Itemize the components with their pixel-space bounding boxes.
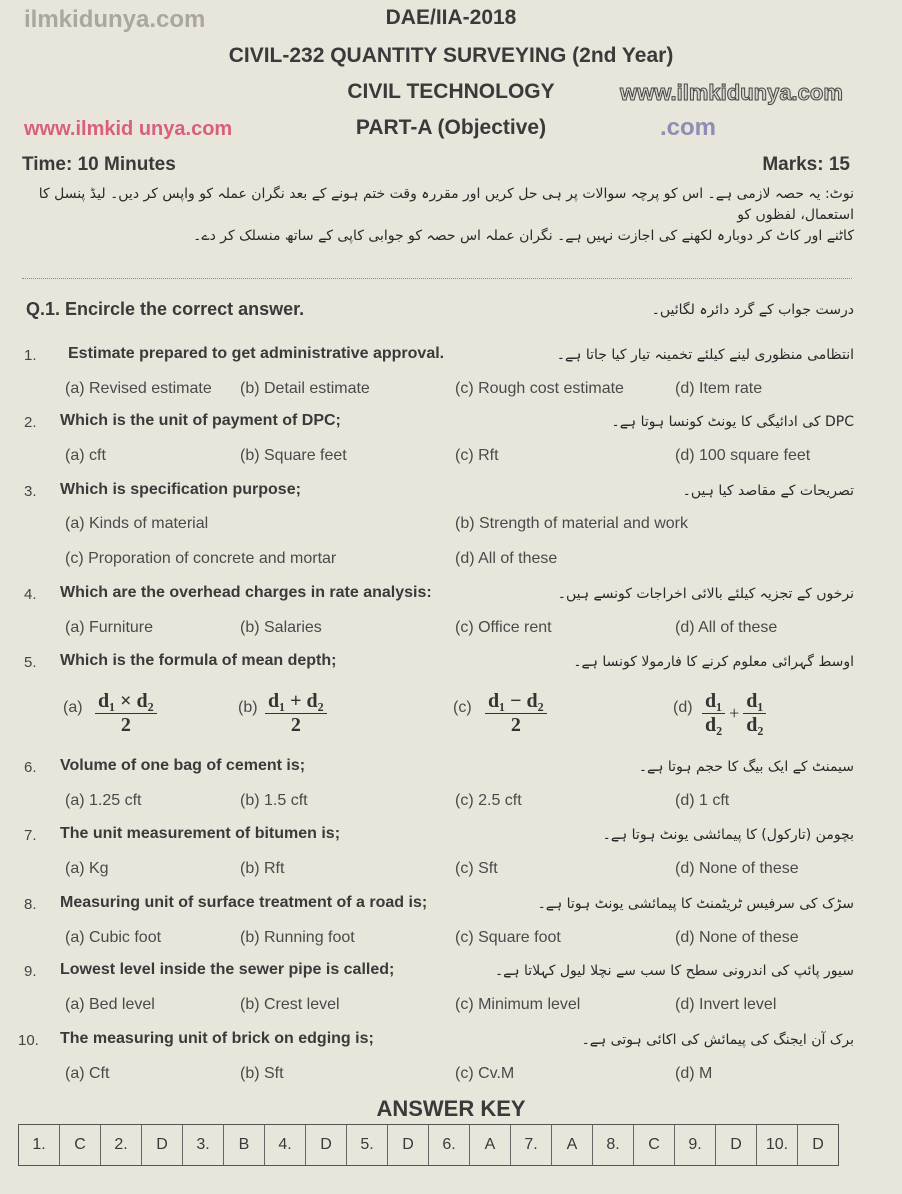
answer-key-answer: D [142,1125,183,1165]
option-d: (d) Item rate [675,380,763,397]
question-urdu: بچومن (تارکول) کا پیمائشی یونٹ ہوتا ہے۔ [602,827,854,843]
formula-d-numerator-1: d₁ [702,690,725,714]
question-number: 8. [24,896,37,913]
marks-label: Marks: 15 [762,154,850,175]
option-a: (a) cft [65,447,106,464]
option-c: (c) Rough cost estimate [455,380,624,397]
technology-title: CIVIL TECHNOLOGY [347,80,555,103]
formula-b-denominator: 2 [290,714,301,736]
answer-key-question: 10. [757,1125,798,1165]
option-d: (d) Invert level [675,996,777,1013]
formula-d-denominator-1: d₂ [705,714,723,736]
formula-a [95,690,157,737]
option-b: (b) Strength of material and work [455,515,688,532]
watermark: ilmkidunya.com [24,6,206,33]
exam-code: DAE/IIA-2018 [385,6,517,29]
question-urdu: نرخوں کے تجزیہ کیلئے بالائی اخراجات کونسے ہیں۔ [557,586,854,602]
answer-key-answer: A [470,1125,511,1165]
formula-d [702,690,766,737]
option-b: (b) Sft [240,1065,284,1082]
question-number: 7. [24,827,37,844]
note-urdu [22,184,854,247]
question-number: 6. [24,759,37,776]
answer-key-answer: C [634,1125,675,1165]
question-number: 4. [24,586,37,603]
time-label: Time: 10 Minutes [22,154,176,175]
option-d: (d) 1 cft [675,792,730,809]
option-c: (c) [453,699,472,716]
option-a: (a) 1.25 cft [65,792,142,809]
question-text: Which are the overhead charges in rate analysis: [60,584,432,601]
option-b: (b) Running foot [240,929,355,946]
answer-key-question: 9. [675,1125,716,1165]
formula-d-plus: + [729,703,740,723]
question-text: Volume of one bag of cement is; [60,757,306,774]
option-d: (d) 100 square feet [675,447,811,464]
option-a: (a) Cubic foot [65,929,162,946]
answer-key-answer: D [306,1125,347,1165]
option-c: (c) Square foot [455,929,561,946]
answer-key-answer: C [60,1125,101,1165]
option-a: (a) [63,699,83,716]
option-c: (c) Sft [455,860,498,877]
answer-key-answer: D [716,1125,757,1165]
option-d: (d) None of these [675,860,799,877]
question-urdu: سیمنٹ کے ایک بیگ کا حجم ہوتا ہے۔ [638,759,854,775]
note-urdu-line-1: نوٹ: یہ حصہ لازمی ہے۔ اس کو پرچہ سوالات پر ہی حل کریں اور مقررہ وقت ختم ہونے کے بعد نگران عملہ کو واپس کر دیں۔ لیڈ پنسل کا استعمال، لفظوں کو [38,186,854,223]
option-c: (c) Cv.M [455,1065,515,1082]
option-a: (a) Revised estimate [65,380,212,397]
section-title: Q.1. Encircle the correct answer. [26,299,305,319]
question-number: 1. [24,347,37,364]
answer-key-answer: D [812,1136,824,1153]
answer-key-question: 6. [429,1125,470,1165]
question-urdu: سڑک کی سرفیس ٹریٹمنٹ کا پیمائشی یونٹ ہوتا ہے۔ [537,896,854,912]
divider [22,278,852,279]
option-a: (a) Bed level [65,996,155,1013]
question-urdu: اوسط گہرائی معلوم کرنے کا فارمولا کونسا ہے۔ [573,654,854,670]
question-number: 10. [18,1032,39,1049]
answer-key-answer: A [552,1125,593,1165]
answer-key-question: 7. [511,1125,552,1165]
question-text: Estimate prepared to get administrative approval. [68,345,445,362]
note-urdu-line-2: کاٹنے اور کاٹ کر دوبارہ لکھنے کی اجازت نہیں ہے۔ نگران عملہ اس حصہ کو جوابی کاپی کے ساتھ منسلک کر دے۔ [193,228,854,244]
formula-c [485,690,547,737]
option-b: (b) [238,699,258,716]
answer-key-question: 1. [19,1125,60,1165]
answer-key-question: 2. [101,1125,142,1165]
question-urdu: DPC کی ادائیگی کا یونٹ کونسا ہوتا ہے۔ [611,414,854,430]
option-d: (d) [673,699,693,716]
option-c: (c) Office rent [455,619,552,636]
question-number: 9. [24,963,37,980]
option-c: (c) Proporation of concrete and mortar [65,550,337,567]
answer-key-answer: D [388,1125,429,1165]
question-number: 2. [24,414,37,431]
question-text: Which is the formula of mean depth; [60,652,337,669]
watermark-blue: .com [660,114,717,141]
question-text: The measuring unit of brick on edging is; [60,1030,374,1047]
option-c: (c) Minimum level [455,996,581,1013]
option-b: (b) Salaries [240,619,322,636]
option-c: (c) 2.5 cft [455,792,522,809]
formula-c-denominator: 2 [510,714,521,736]
formula-a-numerator: d₁ × d₂ [95,690,157,714]
course-title: CIVIL-232 QUANTITY SURVEYING (2nd Year) [228,44,674,67]
question-urdu: سیور پائپ کی اندرونی سطح کا سب سے نچلا لیول کہلاتا ہے۔ [494,963,854,979]
question-text: Which is the unit of payment of DPC; [60,412,341,429]
option-b: (b) 1.5 cft [240,792,308,809]
question-urdu: تصریحات کے مقاصد کیا ہیں۔ [682,483,854,499]
option-b: (b) Crest level [240,996,340,1013]
section-title-urdu: درست جواب کے گرد دائرہ لگائیں۔ [651,302,854,318]
option-b: (b) Rft [240,860,285,877]
option-d: (d) None of these [675,929,799,946]
question-number: 5. [24,654,37,671]
question-text: Lowest level inside the sewer pipe is called; [60,961,395,978]
option-c: (c) Rft [455,447,499,464]
formula-d-denominator-2: d₂ [746,714,764,736]
watermark-pink: www.ilmkid unya.com [24,118,233,140]
answer-key-question: 4. [265,1125,306,1165]
option-d: (d) M [675,1065,713,1082]
answer-key-answer: B [224,1125,265,1165]
option-d: (d) All of these [675,619,778,636]
answer-key-question: 8. [593,1125,634,1165]
question-number: 3. [24,483,37,500]
formula-c-numerator: d₁ − d₂ [485,690,547,714]
question-urdu: انتظامی منظوری لینے کیلئے تخمینہ تیار کیا جاتا ہے۔ [556,347,854,363]
option-a: (a) Kg [65,860,109,877]
formula-a-denominator: 2 [120,714,131,736]
part-title: PART-A (Objective) [355,116,547,139]
answer-key-title: ANSWER KEY [376,1096,526,1121]
option-a: (a) Kinds of material [65,515,209,532]
option-a: (a) Furniture [65,619,154,636]
question-text: The unit measurement of bitumen is; [60,825,341,842]
question-urdu: برک آن ایجنگ کی پیمائش کی اکائی ہوتی ہے۔ [581,1032,854,1048]
watermark-outline: www.ilmkidunya.com [620,80,843,105]
question-text: Which is specification purpose; [60,481,301,498]
answer-key-question: 3. [183,1125,224,1165]
option-b: (b) Square feet [240,447,347,464]
answer-key-question: 5. [347,1125,388,1165]
answer-key-table [18,1124,839,1166]
option-d: (d) All of these [455,550,558,567]
formula-b [265,690,327,737]
formula-b-numerator: d₁ + d₂ [265,690,327,714]
option-b: (b) Detail estimate [240,380,370,397]
formula-d-numerator-2: d₁ [743,690,766,714]
question-text: Measuring unit of surface treatment of a road is; [60,894,428,911]
option-a: (a) Cft [65,1065,110,1082]
